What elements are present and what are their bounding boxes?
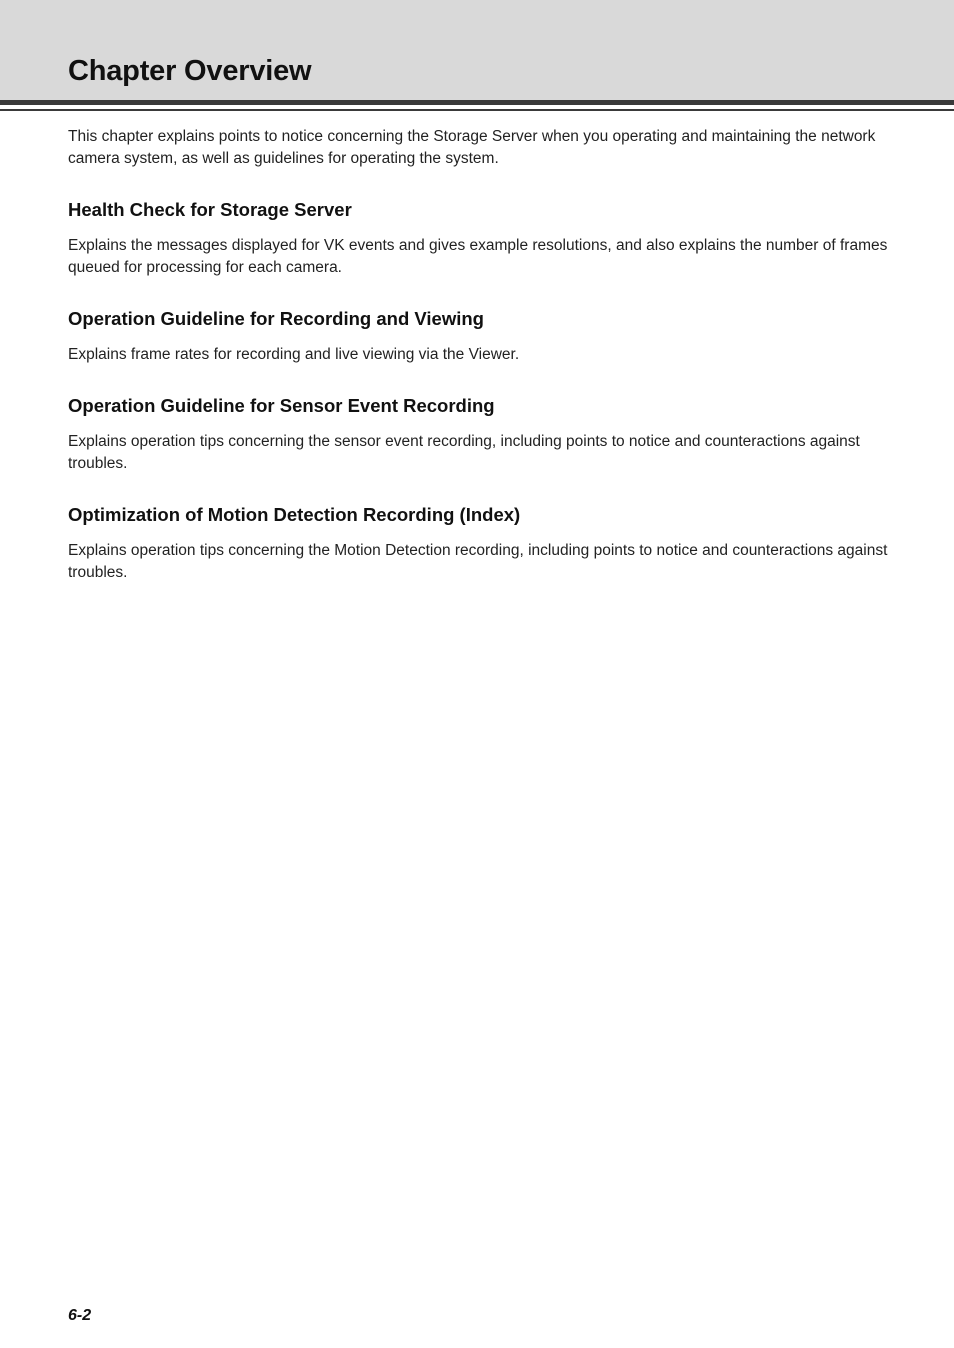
section-body-motion-detection: Explains operation tips concerning the Motion Detection recording, including points to notice and counteractions against troubles. <box>68 542 888 581</box>
header-rule-thin <box>0 109 954 111</box>
section-heading-health-check: Health Check for Storage Server <box>68 199 352 220</box>
page-number: 6-2 <box>68 1307 92 1324</box>
section-body-sensor-event: Explains operation tips concerning the sensor event recording, including points to notice and counteractions against troubles. <box>68 433 860 472</box>
section-heading-recording-viewing: Operation Guideline for Recording and Viewing <box>68 308 484 329</box>
intro-paragraph: This chapter explains points to notice concerning the Storage Server when you operating and maintaining the network camera system, as well as guidelines for operating the system. <box>68 128 876 167</box>
section-body-health-check: Explains the messages displayed for VK events and gives example resolutions, and also explains the number of frames queued for processing for each camera. <box>68 237 888 276</box>
section-body-recording-viewing: Explains frame rates for recording and live viewing via the Viewer. <box>68 346 520 363</box>
page-title: Chapter Overview <box>68 55 312 87</box>
section-heading-motion-detection: Optimization of Motion Detection Recording (Index) <box>68 504 521 525</box>
header-rule-thick <box>0 100 954 105</box>
section-heading-sensor-event: Operation Guideline for Sensor Event Recording <box>68 395 495 416</box>
